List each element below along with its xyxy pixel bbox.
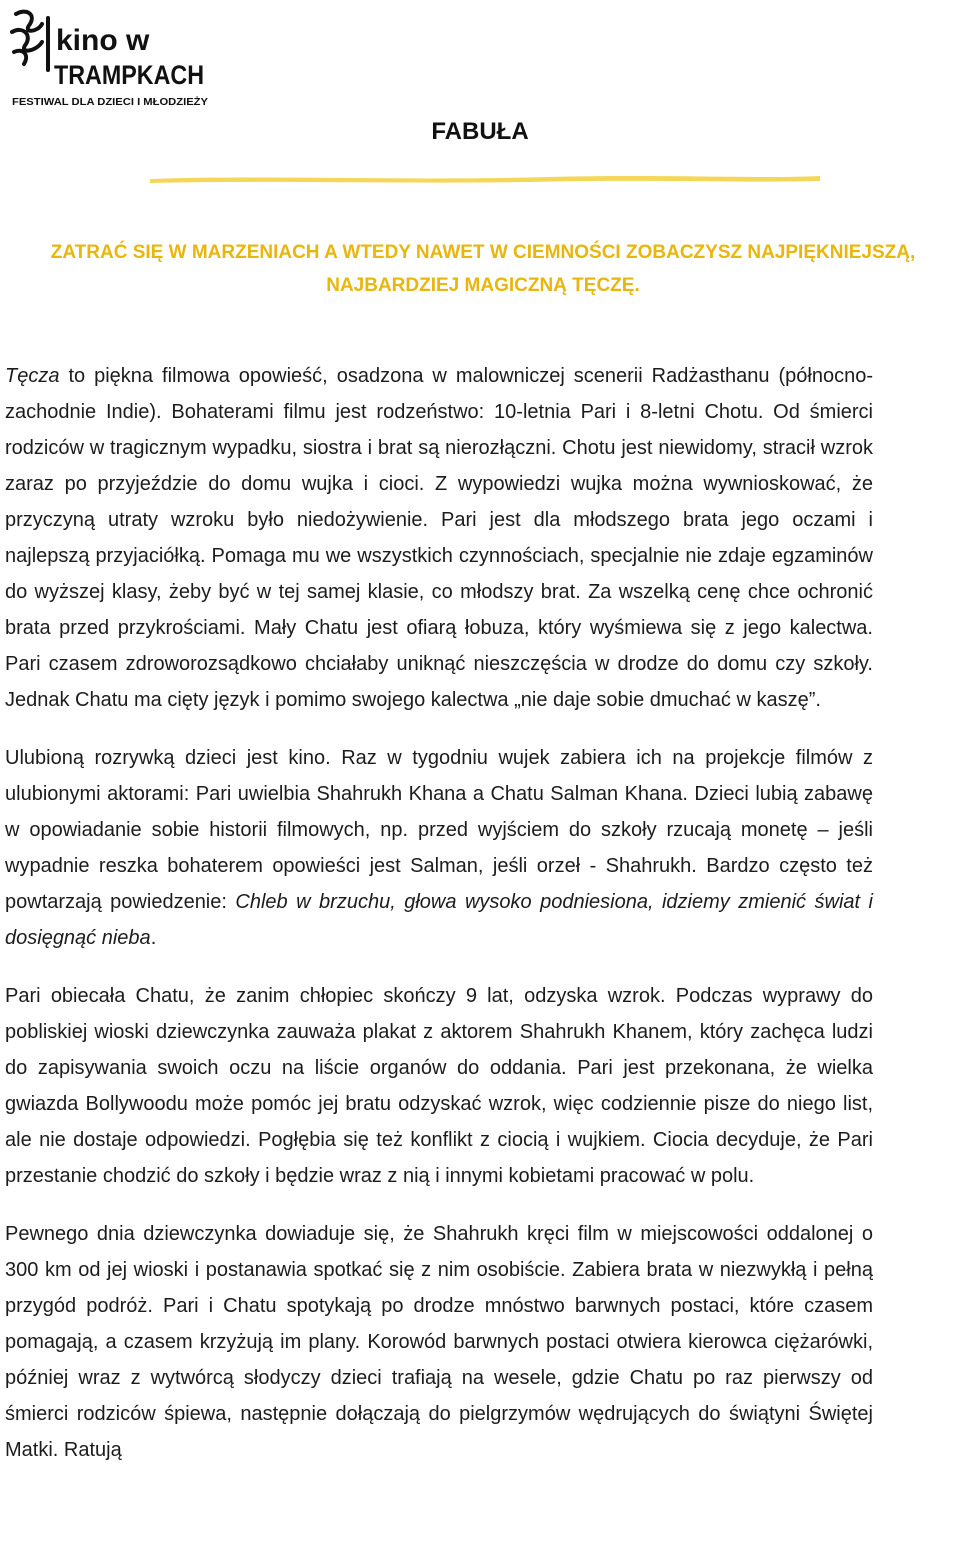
tagline [8,236,958,302]
paragraph-4: Pewnego dnia dziewczynka dowiaduje się, że Shahrukh kręci film w miejscowości oddalonej o 300 km od jej wioski i postanawia spotkać się z nim osobiście. Zabiera brata w niezwykłą i pełną przygód podróż. Pari i Chatu spotykają po drodze mnóstwo barwnych postaci, które czasem pomagają, a czasem krzyżują im plany. Korowód barwnych postaci otwiera kierowca ciężarówki, później wraz z wytwórcą słodyczy dzieci trafiają na wesele, gdzie Chatu po raz pierwszy od śmierci rodziców śpiewa, następnie dołączają do pielgrzymów wędrujących do świątyni Świętej Matki. Ratują [5,1223,873,1461]
paragraph-1-text: to piękna filmowa opowieść, osadzona w malowniczej scenerii Radżasthanu (północno-zachodnie Indie). Bohaterami filmu jest rodzeństwo: 10-letnia Pari i 8-letni Chotu. Od śmierci rodziców w tragicznym wypadku, siostra i brat są nierozłączni. Chotu jest niewidomy, stracił wzrok zaraz po przyjeździe do domu wujka i cioci. Z wypowiedzi wujka można wywnioskować, że przyczyną utraty wzroku było niedożywienie. Pari jest dla młodszego brata jego oczami i najlepszą przyjaciółką. Pomaga mu we wszystkich czynnościach, specjalnie nie zdaje egzaminów do wyższej klasy, żeby być w tej samej klasie, co młodszy brat. Za wszelką cenę chce ochronić brata przed przykrościami. Mały Chatu jest ofiarą łobuza, który wyśmiewa się z jego kalectwa. Pari czasem zdroworozsądkowo chciałaby uniknąć nieszczęścia w drodze do domu czy szkoły. Jednak Chatu ma cięty język i pomimo swojego kalectwa „nie daje sobie dmuchać w kaszę”. [5,365,873,711]
saying-italic: Chleb w brzuchu, głowa wysoko podniesiona, idziemy zmienić świat i dosięgnąć nieba [5,891,873,949]
logo-line-2: TRAMPKACH [54,60,204,90]
paragraph-3: Pari obiecała Chatu, że zanim chłopiec skończy 9 lat, odzyska wzrok. Podczas wyprawy do pobliskiej wioski dziewczynka zauważa plakat z aktorem Shahrukh Khanem, który zachęca ludzi do zapisywania swoich oczu na liście organów do oddania. Pari jest przekonana, że wielka gwiazda Bollywoodu może pomóc jej bratu odzyskać wzrok, więc codziennie pisze do niego list, ale nie dostaje odpowiedzi. Pogłębia się też konflikt z ciocią i wujkiem. Ciocia decyduje, że Pari przestanie chodzić do szkoły i będzie wraz z nią i innymi kobietami pracować w polu. [5,985,873,1187]
logo-line-3: FESTIWAL DLA DZIECI I MŁODZIEŻY [12,97,187,108]
paragraph-1 [5,358,873,718]
festival-logo [8,4,213,108]
tagline-line-2: NAJBARDZIEJ MAGICZNĄ TĘCZĘ. [326,275,640,296]
title-underline-decoration [148,170,822,186]
paragraph-2-end: . [150,927,157,949]
paragraph-2-text: Ulubioną rozrywką dzieci jest kino. Raz w tygodniu wujek zabiera ich na projekcje filmów z ulubionymi aktorami: Pari uwielbia Shahrukh Khana a Chatu Salman Khana. Dzieci lubią zabawę w opowiadanie sobie historii filmowych, np. przed wyjściem do szkoły rzucają monetę – jeśli wypadnie reszka bohaterem opowieści jest Salman, jeśli orzeł - Shahrukh. Bardzo często też powtarzają powiedzenie: [5,747,873,913]
paragraph-2 [5,740,873,956]
synopsis-body [5,358,873,1468]
page-title: FABUŁA [431,118,529,145]
sneaker-logo-icon [8,4,213,108]
film-title-italic: Tęcza [5,365,60,387]
tagline-line-1: ZATRAĆ SIĘ W MARZENIACH A WTEDY NAWET W CIEMNOŚCI ZOBACZYSZ NAJPIĘKNIEJSZĄ, [50,242,916,263]
logo-line-1: kino w [56,24,150,57]
